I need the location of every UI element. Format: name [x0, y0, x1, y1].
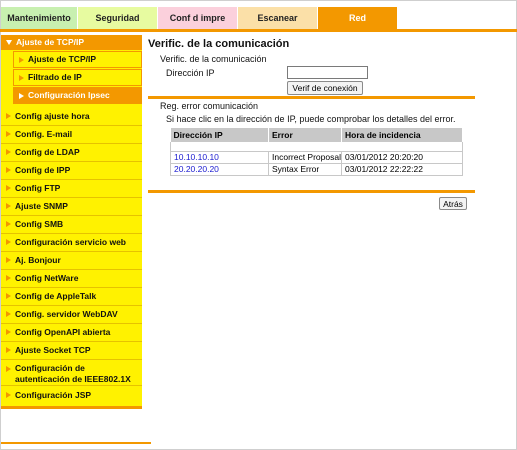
arrow-right-icon: [19, 75, 24, 81]
sidebar-item-label: Ajuste SNMP: [15, 200, 68, 211]
sidebar-item-openapi[interactable]: [1, 323, 142, 341]
tab-label: Mantenimiento: [7, 13, 71, 23]
sidebar-item-config-smb[interactable]: [1, 215, 142, 233]
sidebar-header-label: Ajuste de TCP/IP: [16, 37, 85, 47]
sidebar-item-label: Config. E-mail: [15, 128, 73, 139]
top-tab-bar: [1, 7, 516, 29]
sidebar-item-appletalk[interactable]: [1, 287, 142, 305]
sidebar-item-config-ldap[interactable]: [1, 143, 142, 161]
table-cell-time: 03/01/2012 22:22:22: [341, 163, 462, 175]
log-hint: Si hace clic en la dirección de IP, puede comprobar los detalles del error.: [166, 114, 456, 124]
table-cell-time: 03/01/2012 20:20:20: [341, 151, 462, 163]
divider: [148, 190, 475, 193]
sidebar-item-label: Config de AppleTalk: [15, 290, 97, 301]
arrow-right-icon: [6, 311, 11, 317]
table-spacer: [171, 142, 463, 151]
sidebar-item-webdav[interactable]: [1, 305, 142, 323]
sidebar-item-ieee8021x[interactable]: [1, 359, 142, 385]
sidebar-item-label: Config OpenAPI abierta: [15, 326, 111, 337]
page-title: Verific. de la comunicación: [148, 38, 290, 50]
table-header-row: [171, 128, 463, 142]
sidebar-item-label: Configuración de autenticación de IEEE802.1X: [15, 363, 131, 384]
arrow-right-icon: [6, 239, 11, 245]
ip-link[interactable]: 20.20.20.20: [174, 164, 219, 174]
sidebar-item-jsp[interactable]: [1, 385, 142, 405]
arrow-right-icon: [6, 203, 11, 209]
table-cell-ip[interactable]: [171, 151, 269, 163]
table-cell-error: Incorrect Proposal: [269, 151, 342, 163]
verify-connection-button[interactable]: Verif de conexión: [287, 81, 363, 95]
tab-label: Red: [348, 13, 366, 23]
sidebar-item-config-ipp[interactable]: [1, 161, 142, 179]
divider: [1, 442, 151, 444]
arrow-right-icon: [19, 93, 24, 99]
tab-underline: [0, 29, 517, 32]
arrow-right-icon: [6, 131, 11, 137]
arrow-right-icon: [6, 293, 11, 299]
sidebar: [1, 35, 142, 409]
sidebar-item-servicio-web[interactable]: [1, 233, 142, 251]
sidebar-subitem-label: Filtrado de IP: [28, 72, 82, 82]
arrow-right-icon: [6, 329, 11, 335]
log-title: Reg. error comunicación: [160, 101, 259, 111]
sidebar-item-label: Configuración JSP: [15, 389, 92, 400]
arrow-right-icon: [6, 257, 11, 263]
sidebar-subitem-ipsec[interactable]: [13, 87, 142, 104]
arrow-right-icon: [6, 275, 11, 281]
column-header-error: Error: [269, 128, 342, 142]
sidebar-item-label: Config NetWare: [15, 272, 79, 283]
arrow-right-icon: [6, 149, 11, 155]
tab-mantenimiento[interactable]: [1, 7, 78, 29]
sidebar-item-label: Configuración servicio web: [15, 236, 126, 247]
sidebar-item-bonjour[interactable]: [1, 251, 142, 269]
divider: [148, 96, 475, 99]
sidebar-item-socket-tcp[interactable]: [1, 341, 142, 359]
arrow-right-icon: [6, 221, 11, 227]
sidebar-item-label: Config de IPP: [15, 164, 71, 175]
arrow-right-icon: [6, 347, 11, 353]
sidebar-subitem-label: Configuración Ipsec: [28, 90, 110, 100]
sidebar-item-label: Config de LDAP: [15, 146, 80, 157]
sidebar-item-config-ftp[interactable]: [1, 179, 142, 197]
sidebar-subitem-label: Ajuste de TCP/IP: [28, 54, 97, 64]
arrow-down-icon: [6, 40, 12, 45]
tab-seguridad[interactable]: [78, 7, 158, 29]
ip-link[interactable]: 10.10.10.10: [174, 152, 219, 162]
error-log-table: [170, 128, 463, 176]
table-row: [171, 163, 463, 175]
tab-escanear[interactable]: [238, 7, 318, 29]
tab-label: Escanear: [257, 13, 298, 23]
sidebar-subitem-ajuste-tcpip[interactable]: [13, 51, 142, 68]
sidebar-item-label: Config. servidor WebDAV: [15, 308, 118, 319]
tab-conf-impre[interactable]: [158, 7, 238, 29]
arrow-right-icon: [6, 392, 11, 398]
arrow-right-icon: [6, 167, 11, 173]
sidebar-item-label: Config SMB: [15, 218, 64, 229]
sidebar-item-label: Aj. Bonjour: [15, 254, 61, 265]
arrow-right-icon: [6, 185, 11, 191]
ip-address-input[interactable]: [287, 66, 368, 79]
arrow-right-icon: [19, 57, 24, 63]
tab-label: Conf d impre: [169, 13, 226, 23]
sidebar-item-config-ajuste-hora[interactable]: [1, 107, 142, 125]
column-header-time: Hora de incidencia: [341, 128, 462, 142]
sidebar-item-label: Ajuste Socket TCP: [15, 344, 91, 355]
sidebar-header-tcpip[interactable]: [1, 35, 142, 50]
arrow-right-icon: [6, 113, 11, 119]
sidebar-subitem-filtrado-ip[interactable]: [13, 69, 142, 86]
sidebar-item-config-email[interactable]: [1, 125, 142, 143]
table-cell-ip[interactable]: [171, 163, 269, 175]
section-title: Verific. de la comunicación: [160, 54, 267, 64]
table-row: [171, 151, 463, 163]
column-header-ip: Dirección IP: [171, 128, 269, 142]
sidebar-item-netware[interactable]: [1, 269, 142, 287]
sidebar-item-label: Config ajuste hora: [15, 110, 90, 121]
tab-label: Seguridad: [95, 13, 140, 23]
sidebar-item-label: Config FTP: [15, 182, 61, 193]
ip-label: Dirección IP: [166, 68, 215, 78]
tab-red[interactable]: [318, 7, 398, 29]
back-button[interactable]: Atrás: [439, 197, 467, 210]
sidebar-item-ajuste-snmp[interactable]: [1, 197, 142, 215]
table-cell-error: Syntax Error: [269, 163, 342, 175]
